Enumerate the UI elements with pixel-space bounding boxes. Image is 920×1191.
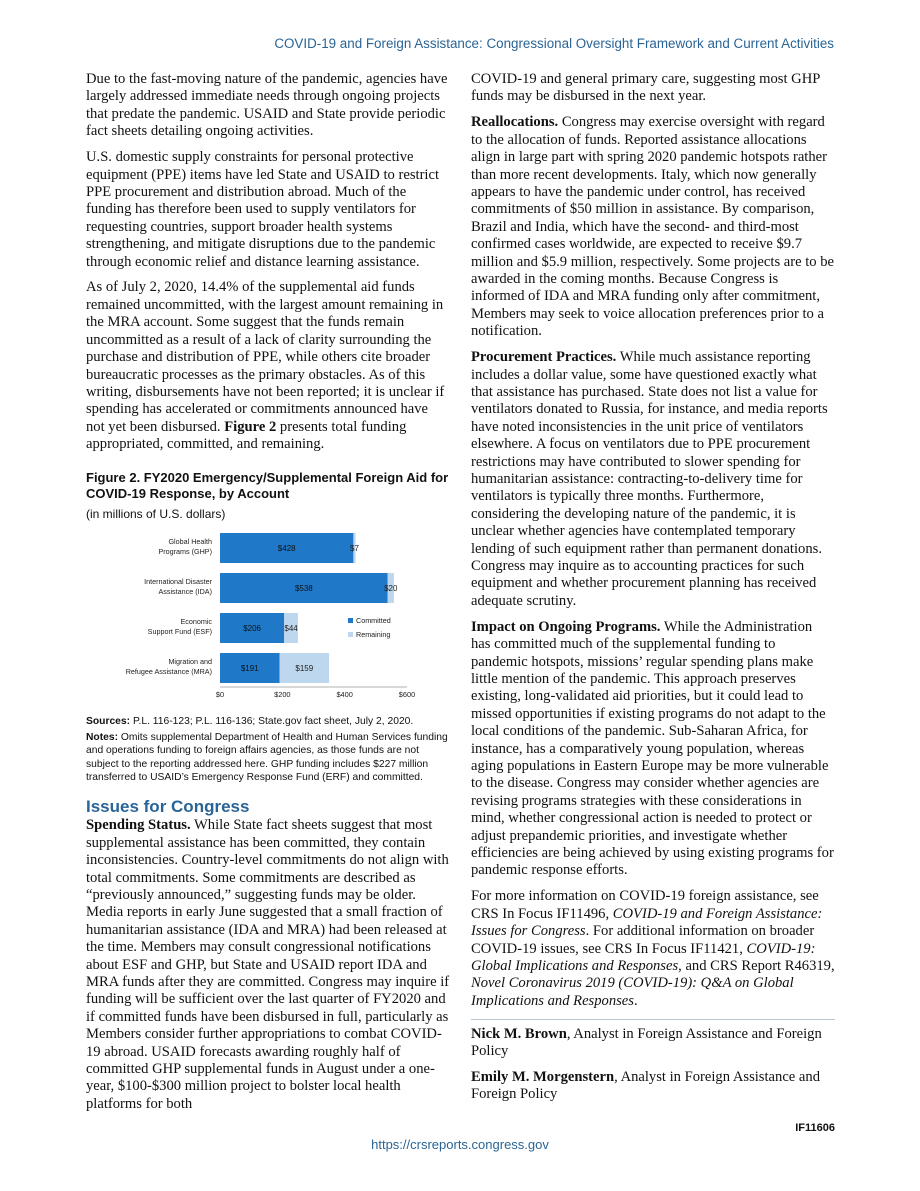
- paragraph-text: .: [633, 992, 638, 1009]
- notes-label: Notes:: [86, 731, 119, 743]
- category-label: International Disaster: [144, 576, 212, 586]
- author-line: [471, 1069, 835, 1104]
- paragraph-text: . For additional information on broader COVID-19 issues, see CRS In Focus IF11421,: [471, 923, 815, 957]
- category-label: Assistance (IDA): [158, 586, 212, 596]
- data-label: $159: [295, 663, 314, 673]
- figure-sources: [86, 715, 450, 729]
- paragraph-text: For more information on COVID-19 foreign assistance, see CRS In Focus IF11496,: [471, 888, 819, 922]
- run-in-heading: Procurement Practices.: [471, 349, 617, 366]
- data-label: $20: [384, 583, 398, 593]
- x-tick-label: $600: [398, 689, 416, 699]
- report-title: COVID-19: Global Implications and Responses: [471, 940, 816, 974]
- author-name: Nick M. Brown: [471, 1025, 567, 1042]
- section-heading: Issues for Congress: [86, 796, 250, 816]
- x-tick-label: $400: [336, 689, 353, 699]
- category-label: Global Health: [168, 536, 212, 546]
- author-role: , Analyst in Foreign Assistance and Foreign Policy: [471, 1068, 820, 1103]
- figure-notes: [86, 731, 450, 785]
- author-role: , Analyst in Foreign Assistance and Foreign Policy: [471, 1025, 822, 1060]
- category-label: Support Fund (ESF): [147, 626, 212, 636]
- data-label: $7: [350, 543, 359, 553]
- sources-text: P.L. 116-123; P.L. 116-136; State.gov fact sheet, July 2, 2020.: [132, 715, 414, 727]
- data-label: $206: [243, 623, 262, 633]
- author-name: Emily M. Morgenstern: [471, 1068, 615, 1085]
- divider: [471, 1019, 835, 1020]
- x-tick-label: $0: [215, 689, 225, 699]
- paragraph: [471, 114, 835, 340]
- left-column: [86, 71, 450, 1122]
- paragraph-text: , and CRS Report R46319,: [678, 957, 835, 974]
- paragraph: U.S. domestic supply constraints for personal protective equipment (PPE) items have led State and USAID to restrict PPE procurement and distribution abroad. Much of the funding has therefore been used to supply ventilators for requesting countries, support broader health systems strengthening, and mitigate disruptions due to the pandemic through economic relief and distance learning assistance.: [86, 149, 440, 270]
- paragraph-text: Congress may exercise oversight with regard to the allocation of funds. Reported assistance allocations align in large part with spring 2020 pandemic hotspots rather than more recent developments. Italy, which now generally appears to have the pandemic under control, has received commitments of $50 million in assistance. By comparison, Brazil and India, which have the second- and third-most confirmed cases worldwide, are expected to receive $9.7 million and $5.9 million, respectively. Some projects are to be awarded in the coming months. Because Congress is informed of IDA and MRA funding only after commitment, Members may seek to voice allocation preferences prior to a notification.: [471, 114, 835, 340]
- data-label: $191: [240, 663, 259, 673]
- run-in-heading: Reallocations.: [471, 114, 559, 131]
- paragraph: COVID-19 and general primary care, suggesting most GHP funds may be disbursed in the next year.: [471, 71, 820, 105]
- paragraph: [86, 279, 450, 453]
- chart-svg: [86, 527, 450, 713]
- paragraph-text: While the Administration has committed much of the supplemental funding to pandemic hotspots, missions’ regular spending plans make little mention of the pandemic. This approach preserves existing, long-validated aid priorities, but it could lead to missed opportunities if existing programs do not adapt to the local conditions of the pandemic. Sub-Saharan Africa, for instance, has a comparatively young population, whereas aging populations in Eastern Europe may be more vulnerable to the disease. Congress may consider whether agencies are revising programs strategies with these considerations in mind, whether congressional action is needed to protect or adjust prepandemic priorities, and investigate whether efficiencies are being achieved by using existing programs for pandemic response efforts.: [471, 618, 834, 879]
- category-label: Economic: [180, 616, 212, 626]
- data-label: $44: [284, 623, 298, 633]
- paragraph: Due to the fast-moving nature of the pandemic, agencies have largely addressed immediate needs through ongoing projects that predate the pandemic. USAID and State provide periodic fact sheets detailing ongoing activities.: [86, 71, 448, 140]
- category-label: Programs (GHP): [158, 546, 212, 556]
- legend-swatch: [348, 632, 353, 637]
- author-line: [471, 1026, 835, 1061]
- paragraph: [471, 619, 835, 880]
- run-in-heading: Spending Status.: [86, 817, 191, 834]
- report-title: COVID-19 and Foreign Assistance: Issues for Congress: [471, 905, 823, 940]
- legend-label: Committed: [356, 615, 391, 625]
- category-label: Migration and: [168, 656, 212, 666]
- report-title: Novel Coronavirus 2019 (COVID-19): Q&A on Global Implications and Responses: [471, 975, 794, 1009]
- data-label: $428: [277, 543, 296, 553]
- data-label: $538: [294, 583, 313, 593]
- paragraph: [471, 888, 835, 1010]
- report-number: IF11606: [795, 1121, 835, 1134]
- category-label: Refugee Assistance (MRA): [125, 666, 212, 676]
- notes-text: Omits supplemental Department of Health and Human Services funding and operations funding to foreign affairs agencies, as those funds are not subject to the reporting addressed here. GHP funding includes $227 million transferred to USAID’s Emergency Response Fund (ERF) and committed.: [86, 731, 448, 784]
- paragraph-text: While State fact sheets suggest that most supplemental assistance has been committed, they contain inconsistencies. Country-level commitments do not align with total commitments. Some commitments are described as “previously announced,” suggesting funds may be older. Media reports in early June suggested that a small fraction of humanitarian assistance (IDA and MRA) had been released at the time. Members may consult congressional notifications about ESF and GHP, but State and USAID report IDA and MRA funds after they are committed. Congress may inquire if funding will be sufficient over the last quarter of FY2020 and if committed funds have been disbursed in full, particularly as Members consider further appropriations to combat COVID-19 abroad. USAID forecasts awarding roughly half of committed GHP supplemental funds in August under a one-year, $100-$300 million project to bolster local health platforms for both: [86, 817, 450, 1112]
- figure-title: Figure 2. FY2020 Emergency/Supplemental Foreign Aid for COVID-19 Response, by Account: [86, 469, 449, 501]
- run-in-heading: Impact on Ongoing Programs.: [471, 618, 661, 635]
- right-column: [471, 71, 835, 1137]
- running-header: COVID-19 and Foreign Assistance: Congressional Oversight Framework and Current Activities: [274, 36, 834, 51]
- legend-label: Remaining: [356, 629, 391, 639]
- paragraph: [471, 349, 835, 610]
- sources-label: Sources:: [86, 715, 131, 727]
- funding-bar-chart: [86, 527, 450, 713]
- footer-url[interactable]: https://crsreports.congress.gov: [371, 1137, 549, 1152]
- paragraph-text: While much assistance reporting includes a dollar value, some have questioned exactly what that assistance has purchased. State does not list a value for ventilators donated to Russia, for instance, and media reports have noted inconsistencies in the unit price of ventilators elsewhere. A focus on ventilators due to PPE procurement restrictions may have contributed to slower spending for humanitarian assistance: contracting-to-delivery time for ventilators is typically three months. Furthermore, considering the developing nature of the pandemic, it is unclear whether agencies have contemplated temporary lending of such equipment rather than permanent donations. Congress may inquire as to accounting practices for such equipment and whether procurement planning has received adequate scrutiny.: [471, 349, 828, 609]
- paragraph-text: presents total funding appropriated, committed, and remaining.: [86, 418, 407, 453]
- figure-subtitle: (in millions of U.S. dollars): [86, 506, 226, 521]
- legend-swatch: [348, 618, 353, 623]
- paragraph-text: As of July 2, 2020, 14.4% of the supplemental aid funds remained uncommitted, with the largest amount remaining in the MRA account. Some suggest that the funds remain uncommitted as a result of a lack of clarity surrounding the purchase and distribution of PPE, while others cite broader bureaucratic processes as the primary obstacles. As of this writing, disbursements have not been reported; it is unclear if spending has accelerated or commitments announced have not yet been disbursed.: [86, 279, 445, 435]
- paragraph: [86, 817, 450, 1113]
- x-tick-label: $200: [274, 689, 291, 699]
- figure-reference: Figure 2: [224, 418, 277, 435]
